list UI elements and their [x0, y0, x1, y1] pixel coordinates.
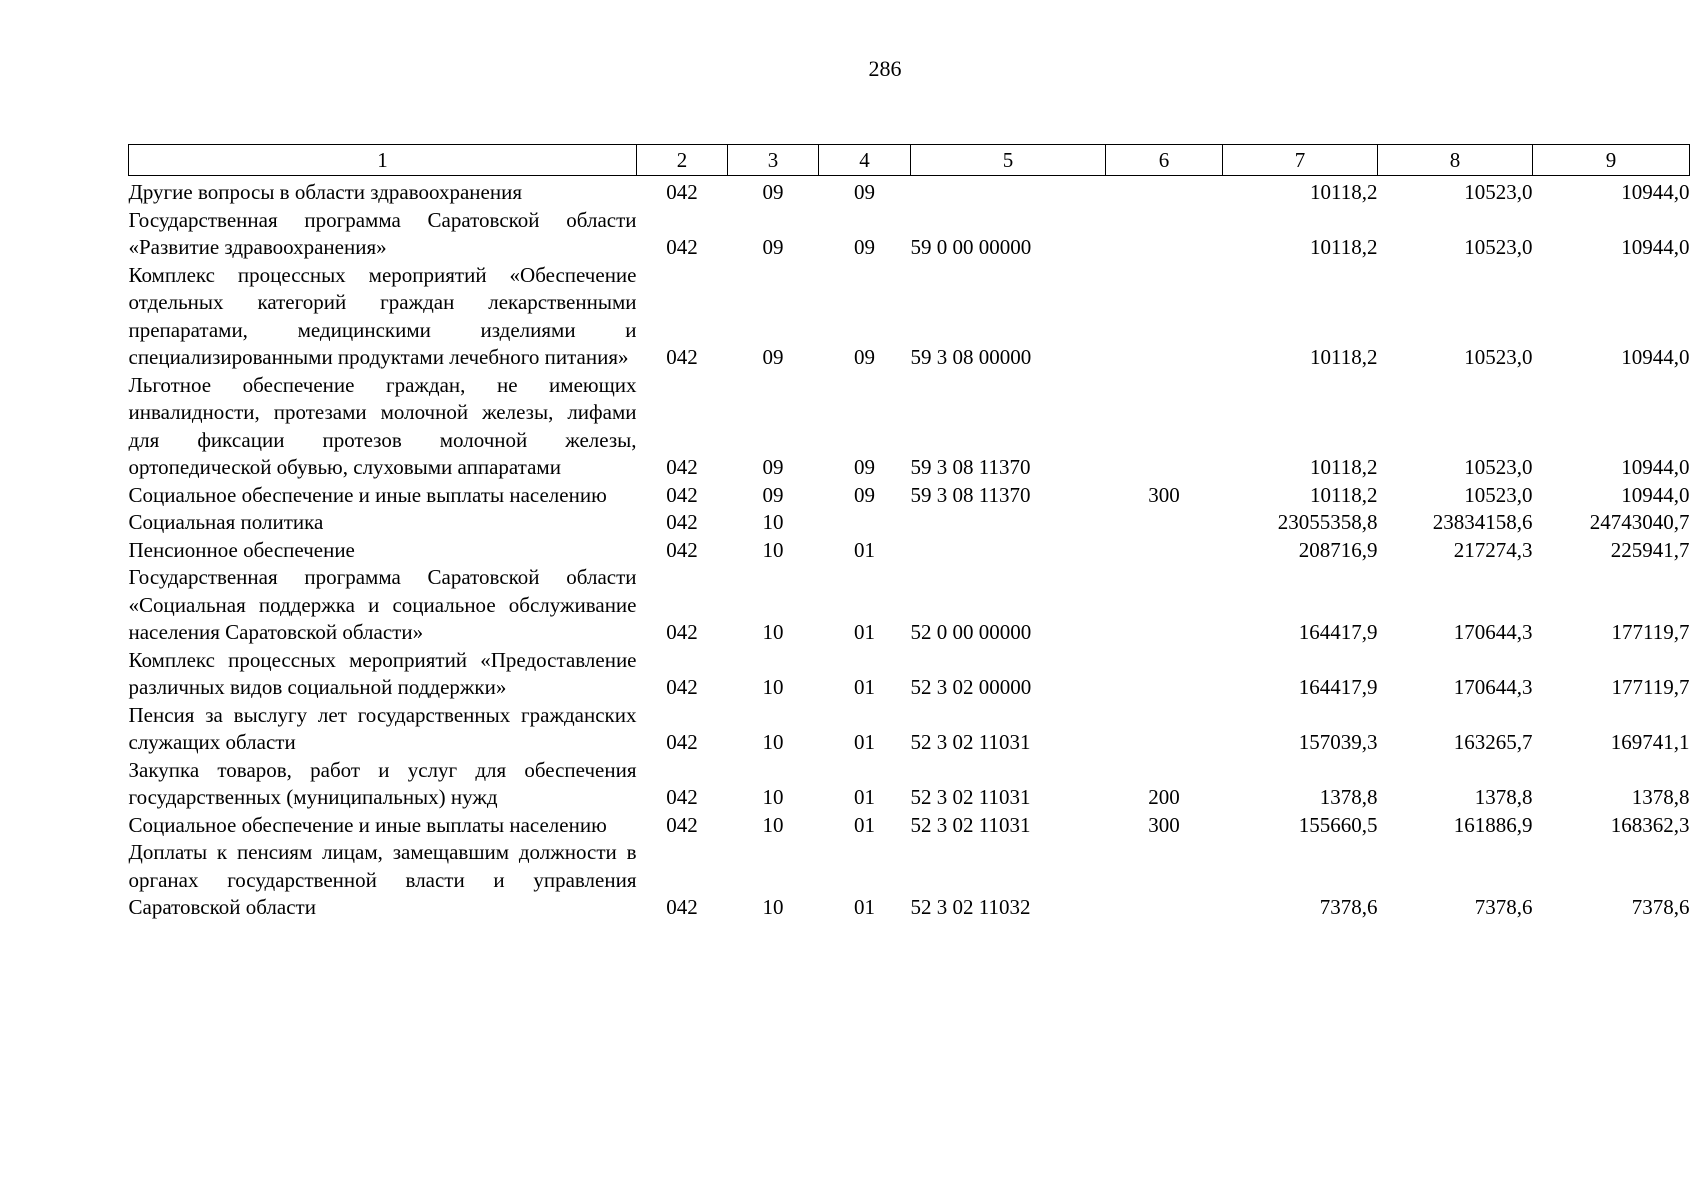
target-code-cell: 59 0 00 00000	[910, 235, 1032, 259]
name-cell: Доплаты к пенсиям лицам, замещавшим должности в органах государственной власти и управления Саратовской области	[128, 840, 637, 919]
subsection-cell: 09	[854, 345, 875, 369]
amount-cell: 10118,2	[1310, 455, 1378, 479]
target-code-cell	[911, 509, 1106, 537]
admin-code-cell: 042	[666, 620, 698, 644]
target-code-cell: 59 3 08 00000	[910, 345, 1032, 369]
section-cell: 09	[762, 180, 784, 204]
header-cell: 1	[129, 145, 637, 176]
admin-code-cell: 042	[666, 785, 698, 809]
amount-cell: 1378,8	[1319, 785, 1378, 809]
expense-type-cell: 300	[1148, 812, 1180, 837]
header-cell: 8	[1378, 145, 1533, 176]
amount-cell: 10944,0	[1621, 455, 1690, 479]
amount-cell: 155660,5	[1298, 812, 1378, 837]
target-code-cell	[911, 537, 1106, 565]
admin-code-cell: 042	[666, 455, 698, 479]
name-cell: Социальное обеспечение и иные выплаты населению	[128, 812, 607, 837]
name-cell: Пенсионное обеспечение	[128, 537, 355, 562]
expense-type-cell: 300	[1148, 482, 1180, 507]
header-cell: 6	[1106, 145, 1223, 176]
name-cell: Государственная программа Саратовской области «Развитие здравоохранения»	[128, 207, 637, 259]
table-row	[129, 482, 1690, 510]
subsection-cell: 01	[854, 812, 875, 837]
section-cell: 10	[762, 895, 784, 919]
admin-code-cell: 042	[666, 235, 698, 259]
header-cell: 7	[1223, 145, 1378, 176]
amount-cell: 164417,9	[1298, 675, 1378, 699]
table-row	[129, 757, 1690, 812]
expense-type-cell	[1106, 537, 1223, 565]
table-row	[129, 839, 1690, 922]
amount-cell: 24743040,7	[1589, 510, 1690, 534]
subsection-cell	[819, 509, 911, 537]
header-cell: 5	[911, 145, 1106, 176]
amount-cell: 10118,2	[1310, 180, 1378, 204]
subsection-cell: 01	[854, 730, 875, 754]
section-cell: 10	[762, 510, 784, 534]
expense-type-cell	[1106, 207, 1223, 262]
subsection-cell: 09	[854, 482, 875, 507]
subsection-cell: 01	[854, 675, 875, 699]
amount-cell: 10944,0	[1621, 345, 1690, 369]
expense-type-cell	[1106, 839, 1223, 922]
amount-cell: 10944,0	[1621, 180, 1690, 204]
name-cell: Другие вопросы в области здравоохранения	[128, 180, 522, 204]
table-row	[129, 262, 1690, 372]
expense-type-cell	[1106, 176, 1223, 207]
amount-cell: 10118,2	[1310, 345, 1378, 369]
amount-cell: 23834158,6	[1432, 510, 1533, 534]
target-code-cell: 59 3 08 11370	[910, 482, 1031, 507]
amount-cell: 208716,9	[1298, 537, 1378, 562]
table-row	[129, 564, 1690, 647]
expense-type-cell: 200	[1148, 785, 1180, 809]
amount-cell: 7378,6	[1631, 895, 1690, 919]
expense-type-cell	[1106, 262, 1223, 372]
amount-cell: 170644,3	[1453, 620, 1533, 644]
section-cell: 10	[762, 675, 784, 699]
expense-type-cell	[1106, 372, 1223, 482]
expense-type-cell	[1106, 564, 1223, 647]
name-cell: Льготное обеспечение граждан, не имеющих инвалидности, протезами молочной железы, лифами для фиксации протезов молочной железы, ортопедической обувью, слуховыми аппаратами	[128, 372, 637, 479]
section-cell: 10	[762, 812, 784, 837]
amount-cell: 1378,8	[1474, 785, 1533, 809]
header-cell: 9	[1533, 145, 1690, 176]
header-row	[129, 145, 1690, 176]
expense-type-cell	[1106, 702, 1223, 757]
name-cell: Социальное обеспечение и иные выплаты населению	[128, 482, 607, 507]
amount-cell: 10944,0	[1621, 482, 1690, 507]
name-cell: Комплекс процессных мероприятий «Предоставление различных видов социальной поддержки»	[128, 647, 637, 699]
expense-type-cell	[1106, 509, 1223, 537]
name-cell: Социальная политика	[128, 510, 324, 534]
amount-cell: 10944,0	[1621, 235, 1690, 259]
admin-code-cell: 042	[666, 812, 698, 837]
admin-code-cell: 042	[666, 730, 698, 754]
amount-cell: 10118,2	[1310, 235, 1378, 259]
amount-cell: 168362,3	[1610, 812, 1690, 837]
amount-cell: 10118,2	[1310, 482, 1378, 507]
target-code-cell: 52 3 02 11031	[910, 812, 1031, 837]
amount-cell: 7378,6	[1474, 895, 1533, 919]
subsection-cell: 01	[854, 537, 875, 562]
admin-code-cell: 042	[666, 510, 698, 534]
subsection-cell: 09	[854, 455, 875, 479]
header-cell: 4	[819, 145, 911, 176]
subsection-cell: 01	[854, 620, 875, 644]
target-code-cell: 59 3 08 11370	[910, 455, 1031, 479]
amount-cell: 10523,0	[1464, 455, 1533, 479]
amount-cell: 10523,0	[1464, 180, 1533, 204]
section-cell: 10	[762, 730, 784, 754]
target-code-cell	[911, 176, 1106, 207]
target-code-cell: 52 3 02 11032	[910, 895, 1031, 919]
amount-cell: 164417,9	[1298, 620, 1378, 644]
section-cell: 09	[762, 345, 784, 369]
amount-cell: 225941,7	[1610, 537, 1690, 562]
admin-code-cell: 042	[666, 675, 698, 699]
admin-code-cell: 042	[666, 482, 698, 507]
table-row	[129, 509, 1690, 537]
amount-cell: 177119,7	[1611, 620, 1690, 644]
name-cell: Закупка товаров, работ и услуг для обеспечения государственных (муниципальных) нужд	[128, 757, 637, 809]
admin-code-cell: 042	[666, 345, 698, 369]
amount-cell: 169741,1	[1610, 730, 1690, 754]
subsection-cell: 09	[854, 180, 875, 204]
amount-cell: 23055358,8	[1277, 510, 1378, 534]
table-body	[129, 176, 1690, 922]
name-cell: Государственная программа Саратовской области «Социальная поддержка и социальное обслуживание населения Саратовской области»	[128, 565, 637, 644]
section-cell: 10	[762, 537, 784, 562]
amount-cell: 163265,7	[1453, 730, 1533, 754]
amount-cell: 177119,7	[1611, 675, 1690, 699]
admin-code-cell: 042	[666, 180, 698, 204]
expense-type-cell	[1106, 647, 1223, 702]
amount-cell: 7378,6	[1319, 895, 1378, 919]
amount-cell: 10523,0	[1464, 235, 1533, 259]
section-cell: 10	[762, 620, 784, 644]
target-code-cell: 52 0 00 00000	[910, 620, 1032, 644]
section-cell: 09	[762, 455, 784, 479]
amount-cell: 217274,3	[1453, 537, 1533, 562]
amount-cell: 170644,3	[1453, 675, 1533, 699]
subsection-cell: 09	[854, 235, 875, 259]
target-code-cell: 52 3 02 11031	[910, 730, 1031, 754]
table-row	[129, 537, 1690, 565]
table-row	[129, 647, 1690, 702]
subsection-cell: 01	[854, 895, 875, 919]
target-code-cell: 52 3 02 00000	[910, 675, 1032, 699]
admin-code-cell: 042	[666, 895, 698, 919]
table-row	[129, 176, 1690, 207]
section-cell: 09	[762, 235, 784, 259]
name-cell: Комплекс процессных мероприятий «Обеспечение отдельных категорий граждан лекарственными препаратами, медицинскими изделиями и специализированными продуктами лечебного питания»	[128, 262, 637, 369]
amount-cell: 10523,0	[1464, 345, 1533, 369]
table-row	[129, 207, 1690, 262]
header-cell: 2	[637, 145, 728, 176]
amount-cell: 161886,9	[1453, 812, 1533, 837]
section-cell: 09	[762, 482, 784, 507]
header-cell: 3	[728, 145, 819, 176]
budget-table	[128, 144, 1690, 922]
subsection-cell: 01	[854, 785, 875, 809]
name-cell: Пенсия за выслугу лет государственных гражданских служащих области	[128, 702, 637, 754]
target-code-cell: 52 3 02 11031	[910, 785, 1031, 809]
amount-cell: 10523,0	[1464, 482, 1533, 507]
amount-cell: 157039,3	[1298, 730, 1378, 754]
section-cell: 10	[762, 785, 784, 809]
table-row	[129, 812, 1690, 840]
table-row	[129, 702, 1690, 757]
admin-code-cell: 042	[666, 537, 698, 562]
table-row	[129, 372, 1690, 482]
page-number: 286	[868, 56, 902, 81]
amount-cell: 1378,8	[1631, 785, 1690, 809]
